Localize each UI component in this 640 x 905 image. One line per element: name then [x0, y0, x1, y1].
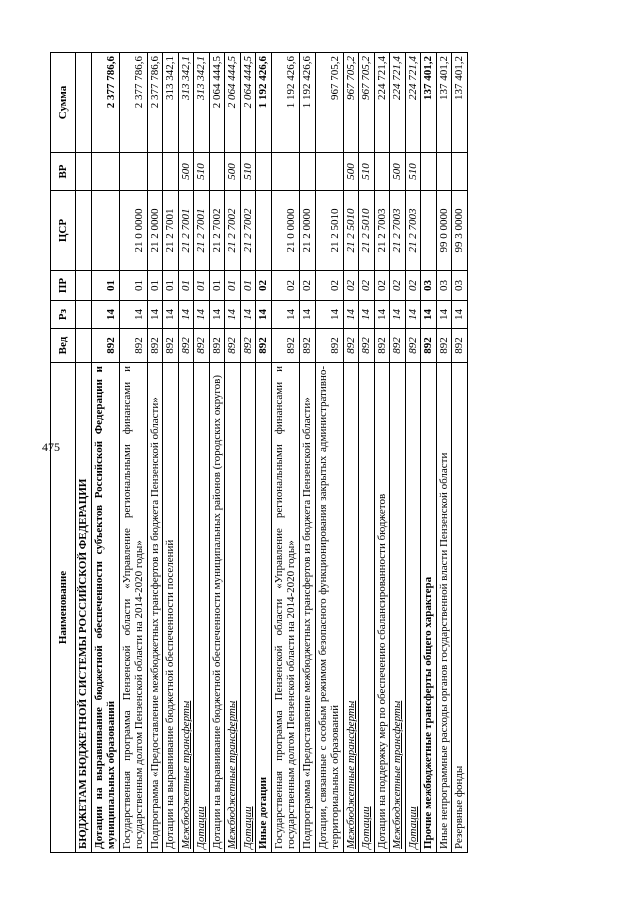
cell-vr: [421, 152, 437, 190]
cell-sum: 224 721,4: [405, 52, 421, 152]
table-row: [299, 52, 315, 852]
cell-pr: 02: [343, 270, 359, 300]
cell-vr: 500: [178, 152, 194, 190]
cell-pr: 01: [119, 270, 147, 300]
cell-pr: 02: [271, 270, 299, 300]
cell-csr: 21 2 7001: [178, 190, 194, 270]
cell-pr: 02: [359, 270, 375, 300]
cell-ved: 892: [178, 328, 194, 362]
table-row: [194, 52, 210, 852]
table-row: [119, 52, 147, 852]
cell-vr: [452, 152, 468, 190]
header-pr: ПР: [51, 270, 76, 300]
cell-pr: 01: [240, 270, 256, 300]
cell-pr: 01: [194, 270, 210, 300]
cell-rz: 14: [343, 300, 359, 328]
table-row: [163, 52, 179, 852]
table-row: [436, 52, 452, 852]
cell-pr: 02: [299, 270, 315, 300]
table-row: [390, 52, 406, 852]
cell-pr: 03: [452, 270, 468, 300]
cell-pr: [76, 270, 92, 300]
cell-csr: 21 2 5010: [359, 190, 375, 270]
cell-sum: 2 377 786,6: [119, 52, 147, 152]
table-header-row: [51, 52, 76, 852]
cell-sum: 313 342,1: [163, 52, 179, 152]
cell-ved: 892: [194, 328, 210, 362]
cell-pr: 01: [209, 270, 225, 300]
header-rz: Рз: [51, 300, 76, 328]
cell-pr: 02: [390, 270, 406, 300]
cell-rz: 14: [271, 300, 299, 328]
cell-rz: 14: [91, 300, 119, 328]
cell-vr: [315, 152, 343, 190]
cell-rz: 14: [209, 300, 225, 328]
cell-rz: 14: [452, 300, 468, 328]
cell-sum: 2 064 444,5: [225, 52, 241, 152]
cell-name: Межбюджетные трансферты: [178, 362, 194, 852]
cell-csr: 21 0 0000: [271, 190, 299, 270]
table-row: [343, 52, 359, 852]
cell-vr: 510: [359, 152, 375, 190]
cell-rz: 14: [299, 300, 315, 328]
cell-sum: 1 192 426,6: [271, 52, 299, 152]
cell-vr: 510: [240, 152, 256, 190]
table-row: [91, 52, 119, 852]
cell-name: Дотации: [240, 362, 256, 852]
cell-csr: 21 2 7002: [209, 190, 225, 270]
cell-ved: 892: [374, 328, 390, 362]
cell-pr: 03: [421, 270, 437, 300]
cell-ved: 892: [225, 328, 241, 362]
cell-vr: [271, 152, 299, 190]
cell-ved: 892: [299, 328, 315, 362]
cell-csr: 21 2 5010: [343, 190, 359, 270]
page-number: 475: [42, 440, 60, 454]
cell-name: Межбюджетные трансферты: [225, 362, 241, 852]
cell-name: Дотации: [194, 362, 210, 852]
cell-sum: 2 064 444,5: [209, 52, 225, 152]
cell-name: БЮДЖЕТАМ БЮДЖЕТНОЙ СИСТЕМЫ РОССИЙСКОЙ ФЕДЕРАЦИИ: [76, 362, 92, 852]
cell-sum: 967 705,2: [343, 52, 359, 152]
cell-ved: 892: [452, 328, 468, 362]
cell-rz: 14: [147, 300, 163, 328]
header-name: Наименование: [51, 362, 76, 852]
cell-name: Дотации на выравнивание бюджетной обеспеченности муниципальных районов (городских округов): [209, 362, 225, 852]
cell-rz: 14: [421, 300, 437, 328]
cell-ved: 892: [240, 328, 256, 362]
table-row: [209, 52, 225, 852]
cell-ved: 892: [163, 328, 179, 362]
cell-ved: 892: [256, 328, 272, 362]
cell-sum: 313 342,1: [178, 52, 194, 152]
cell-sum: 137 401,2: [421, 52, 437, 152]
cell-sum: 137 401,2: [436, 52, 452, 152]
table-row: [421, 52, 437, 852]
cell-name: Государственная программа Пензенской области «Управление региональными финансами и государственным долгом Пензенской области на 2014-2020 годы»: [119, 362, 147, 852]
cell-csr: 99 3 0000: [452, 190, 468, 270]
cell-vr: [91, 152, 119, 190]
cell-rz: 14: [194, 300, 210, 328]
cell-sum: 137 401,2: [452, 52, 468, 152]
cell-csr: 21 2 7003: [405, 190, 421, 270]
cell-sum: 2 064 444,5: [240, 52, 256, 152]
cell-ved: 892: [315, 328, 343, 362]
cell-csr: 21 2 0000: [299, 190, 315, 270]
cell-ved: 892: [119, 328, 147, 362]
cell-csr: 21 2 7002: [225, 190, 241, 270]
cell-csr: [76, 190, 92, 270]
cell-ved: 892: [359, 328, 375, 362]
cell-rz: 14: [390, 300, 406, 328]
cell-vr: 510: [405, 152, 421, 190]
cell-rz: 14: [163, 300, 179, 328]
cell-pr: 01: [225, 270, 241, 300]
table-row: [315, 52, 343, 852]
cell-csr: 21 2 7002: [240, 190, 256, 270]
cell-ved: [76, 328, 92, 362]
cell-vr: [299, 152, 315, 190]
cell-vr: [147, 152, 163, 190]
header-vr: ВР: [51, 152, 76, 190]
cell-rz: [76, 300, 92, 328]
cell-csr: [421, 190, 437, 270]
cell-name: Прочие межбюджетные трансферты общего характера: [421, 362, 437, 852]
cell-vr: [374, 152, 390, 190]
cell-name: Резервные фонды: [452, 362, 468, 852]
table-row: [147, 52, 163, 852]
cell-vr: 500: [390, 152, 406, 190]
cell-rz: 14: [359, 300, 375, 328]
cell-name: Дотации на выравнивание бюджетной обеспеченности поселений: [163, 362, 179, 852]
cell-vr: [163, 152, 179, 190]
table-row: [359, 52, 375, 852]
cell-csr: 21 2 7003: [390, 190, 406, 270]
cell-sum: 1 192 426,6: [256, 52, 272, 152]
cell-csr: 21 2 7001: [194, 190, 210, 270]
cell-ved: 892: [91, 328, 119, 362]
cell-rz: 14: [374, 300, 390, 328]
cell-vr: [76, 152, 92, 190]
cell-sum: 224 721,4: [374, 52, 390, 152]
cell-ved: 892: [405, 328, 421, 362]
cell-ved: 892: [343, 328, 359, 362]
cell-rz: 14: [315, 300, 343, 328]
cell-sum: 967 705,2: [359, 52, 375, 152]
header-ved: Вед: [51, 328, 76, 362]
table-row: [225, 52, 241, 852]
table-row: [271, 52, 299, 852]
cell-pr: 02: [405, 270, 421, 300]
cell-pr: 01: [163, 270, 179, 300]
cell-name: Подпрограмма «Предоставление межбюджетных трансфертов из бюджета Пензенской области»: [147, 362, 163, 852]
cell-rz: 14: [240, 300, 256, 328]
cell-name: Дотации, связанные с особым режимом безопасного функционирования закрытых административно-территориальных образований: [315, 362, 343, 852]
header-sum: Сумма: [51, 52, 76, 152]
cell-name: Дотации на выравнивание бюджетной обеспеченности субъектов Российской Федерации и муниципальных образований: [91, 362, 119, 852]
table-row: [452, 52, 468, 852]
cell-name: Подпрограмма «Предоставление межбюджетных трансфертов из бюджета Пензенской области»: [299, 362, 315, 852]
cell-pr: 01: [147, 270, 163, 300]
cell-pr: 02: [315, 270, 343, 300]
cell-name: Иные дотации: [256, 362, 272, 852]
cell-sum: 224 721,4: [390, 52, 406, 152]
cell-name: Государственная программа Пензенской области «Управление региональными финансами и государственным долгом Пензенской области на 2014-2020 годы»: [271, 362, 299, 852]
cell-rz: 14: [405, 300, 421, 328]
cell-csr: [91, 190, 119, 270]
cell-pr: 03: [436, 270, 452, 300]
cell-vr: [436, 152, 452, 190]
cell-pr: 02: [256, 270, 272, 300]
cell-vr: [119, 152, 147, 190]
cell-name: Межбюджетные трансферты: [343, 362, 359, 852]
cell-name: Межбюджетные трансферты: [390, 362, 406, 852]
cell-csr: 21 2 7003: [374, 190, 390, 270]
header-csr: ЦСР: [51, 190, 76, 270]
cell-sum: [76, 52, 92, 152]
cell-pr: 01: [91, 270, 119, 300]
cell-ved: 892: [271, 328, 299, 362]
cell-pr: 02: [374, 270, 390, 300]
cell-name: Дотации на поддержку мер по обеспечению сбалансированности бюджетов: [374, 362, 390, 852]
table-row: [256, 52, 272, 852]
cell-csr: 99 0 0000: [436, 190, 452, 270]
cell-vr: 510: [194, 152, 210, 190]
table-row: [374, 52, 390, 852]
cell-name: Дотации: [405, 362, 421, 852]
cell-name: Дотации: [359, 362, 375, 852]
cell-vr: [256, 152, 272, 190]
cell-name: Иные непрограммные расходы органов государственной власти Пензенской области: [436, 362, 452, 852]
cell-rz: 14: [119, 300, 147, 328]
cell-rz: 14: [256, 300, 272, 328]
cell-rz: 14: [436, 300, 452, 328]
cell-csr: 21 2 5010: [315, 190, 343, 270]
cell-csr: 21 2 0000: [147, 190, 163, 270]
cell-ved: 892: [421, 328, 437, 362]
table-row: [178, 52, 194, 852]
cell-sum: 2 377 786,6: [147, 52, 163, 152]
cell-ved: 892: [436, 328, 452, 362]
cell-sum: 313 342,1: [194, 52, 210, 152]
cell-csr: [256, 190, 272, 270]
cell-ved: 892: [209, 328, 225, 362]
cell-vr: [209, 152, 225, 190]
rotated-page-content: [50, 53, 590, 853]
cell-ved: 892: [390, 328, 406, 362]
cell-sum: 1 192 426,6: [299, 52, 315, 152]
cell-csr: 21 2 7001: [163, 190, 179, 270]
cell-vr: 500: [343, 152, 359, 190]
table-row: [240, 52, 256, 852]
cell-pr: 01: [178, 270, 194, 300]
table-row: [76, 52, 92, 852]
cell-rz: 14: [225, 300, 241, 328]
budget-table: [50, 52, 468, 853]
cell-sum: 2 377 786,6: [91, 52, 119, 152]
table-body: [76, 52, 468, 852]
cell-vr: 500: [225, 152, 241, 190]
cell-sum: 967 705,2: [315, 52, 343, 152]
table-row: [405, 52, 421, 852]
cell-csr: 21 0 0000: [119, 190, 147, 270]
cell-ved: 892: [147, 328, 163, 362]
cell-rz: 14: [178, 300, 194, 328]
